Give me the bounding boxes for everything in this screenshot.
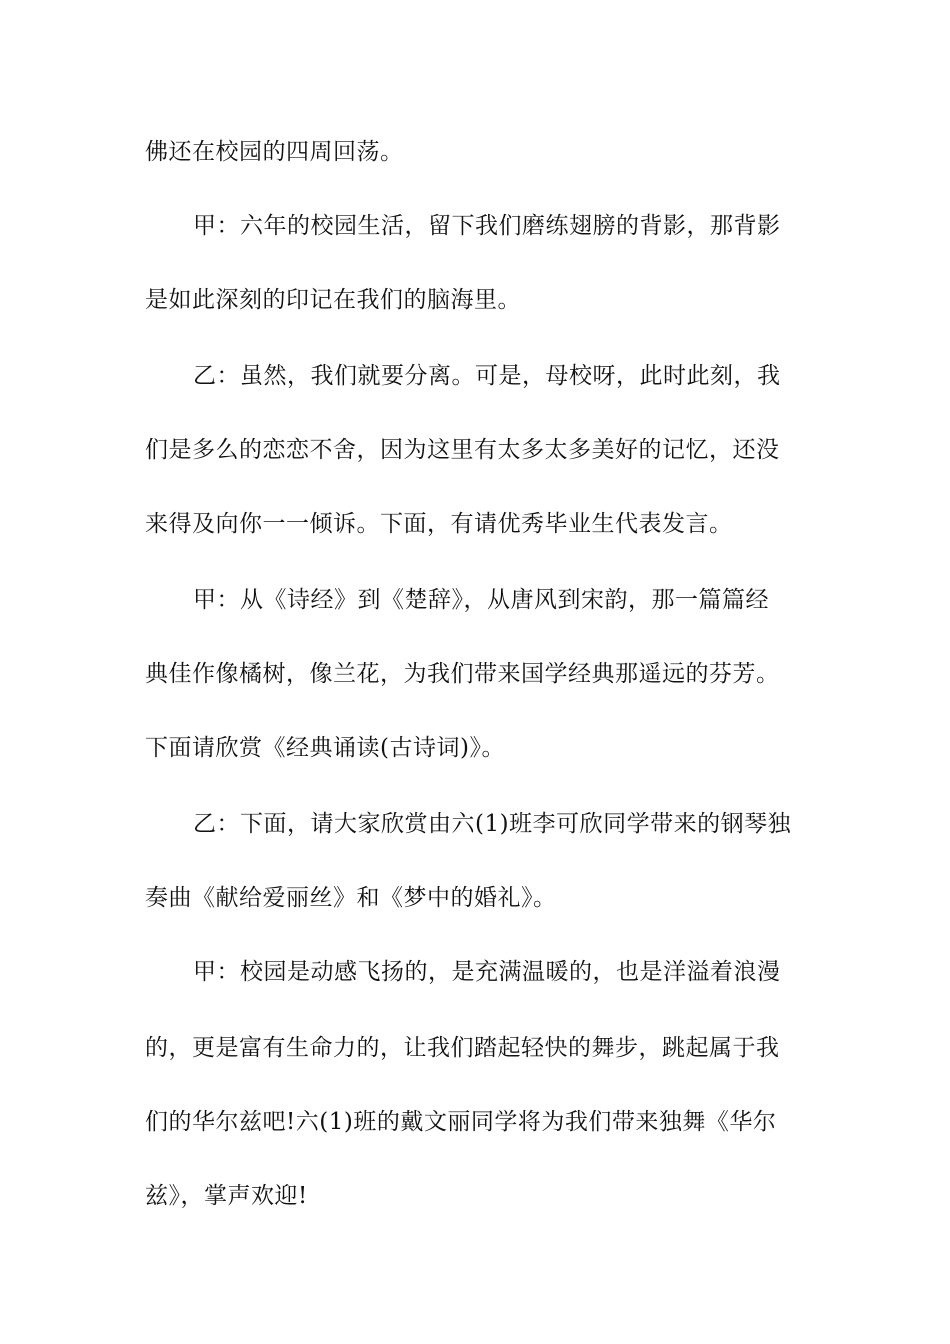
- text-line: 典佳作像橘树，像兰花，为我们带来国学经典那遥远的芬芳。: [145, 661, 780, 687]
- text-line: 奏曲《献给爱丽丝》和《梦中的婚礼》。: [145, 885, 557, 911]
- text-line: 甲：从《诗经》到《楚辞》，从唐风到宋韵，那一篇篇经: [193, 587, 769, 613]
- text-line: 的，更是富有生命力的，让我们踏起轻快的舞步，跳起属于我: [145, 1035, 780, 1061]
- text-line: 是如此深刻的印记在我们的脑海里。: [145, 287, 521, 313]
- text-line: 来得及向你一一倾诉。下面，有请优秀毕业生代表发言。: [145, 511, 733, 537]
- text-line: 甲：校园是动感飞扬的，是充满温暖的，也是洋溢着浪漫: [193, 959, 781, 985]
- text-line: 乙：下面，请大家欣赏由六(1)班李可欣同学带来的钢琴独: [193, 811, 792, 837]
- text-line: 下面请欣赏《经典诵读(古诗词)》。: [145, 735, 505, 761]
- text-line: 们是多么的恋恋不舍，因为这里有太多太多美好的记忆，还没: [145, 437, 780, 463]
- text-line: 们的华尔兹吧!六(1)班的戴文丽同学将为我们带来独舞《华尔: [145, 1109, 777, 1135]
- text-line: 甲：六年的校园生活，留下我们磨练翅膀的背影，那背影: [193, 213, 781, 239]
- text-line: 佛还在校园的四周回荡。: [145, 139, 404, 165]
- text-line: 兹》，掌声欢迎!: [145, 1183, 308, 1209]
- text-line: 乙：虽然，我们就要分离。可是，母校呀，此时此刻，我: [193, 363, 781, 389]
